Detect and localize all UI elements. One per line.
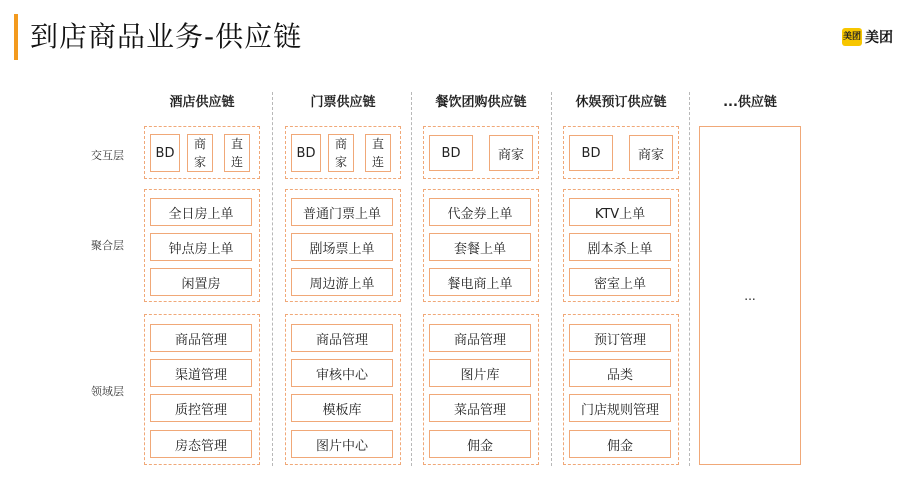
domain-box: 审核中心 xyxy=(291,359,393,387)
domain-box: 门店规则管理 xyxy=(569,394,671,422)
interaction-box: BD xyxy=(150,134,180,172)
page-title: 到店商品业务-供应链 xyxy=(30,20,303,53)
domain-box: 渠道管理 xyxy=(150,359,252,387)
aggregation-box: 套餐上单 xyxy=(429,233,531,261)
aggregation-box: 钟点房上单 xyxy=(150,233,252,261)
domain-box: 商品管理 xyxy=(291,324,393,352)
domain-box: 模板库 xyxy=(291,394,393,422)
interaction-box: 商家 xyxy=(489,135,533,171)
aggregation-box: 餐电商上单 xyxy=(429,268,531,296)
domain-box: 佣金 xyxy=(569,430,671,458)
interaction-box: BD xyxy=(569,135,613,171)
aggregation-box: 密室上单 xyxy=(569,268,671,296)
domain-box: 质控管理 xyxy=(150,394,252,422)
aggregation-box: 闲置房 xyxy=(150,268,252,296)
column-header: 餐饮团购供应链 xyxy=(435,95,527,110)
interaction-box: 商家 xyxy=(187,134,213,172)
aggregation-box: 全日房上单 xyxy=(150,198,252,226)
column-divider xyxy=(689,92,690,466)
aggregation-box: 剧场票上单 xyxy=(291,233,393,261)
interaction-box: BD xyxy=(291,134,321,172)
interaction-box: 商家 xyxy=(328,134,354,172)
column-header: 门票供应链 xyxy=(310,95,376,110)
aggregation-box: 周边游上单 xyxy=(291,268,393,296)
domain-box: 房态管理 xyxy=(150,430,252,458)
domain-box: 预订管理 xyxy=(569,324,671,352)
interaction-box: BD xyxy=(429,135,473,171)
aggregation-box: 普通门票上单 xyxy=(291,198,393,226)
meituan-logo xyxy=(842,27,893,47)
meituan-logo-text: 美团 xyxy=(865,30,893,46)
aggregation-box: 剧本杀上单 xyxy=(569,233,671,261)
domain-box: 佣金 xyxy=(429,430,531,458)
extra-column-box: ... xyxy=(699,126,801,465)
domain-box: 图片中心 xyxy=(291,430,393,458)
row-label-domain: 领域层 xyxy=(91,385,124,398)
domain-box: 商品管理 xyxy=(150,324,252,352)
domain-box: 图片库 xyxy=(429,359,531,387)
aggregation-box: 代金券上单 xyxy=(429,198,531,226)
interaction-box: 直连 xyxy=(224,134,250,172)
domain-box: 菜品管理 xyxy=(429,394,531,422)
interaction-box: 直连 xyxy=(365,134,391,172)
title-accent-bar xyxy=(14,14,18,60)
domain-box: 商品管理 xyxy=(429,324,531,352)
row-label-aggregation: 聚合层 xyxy=(91,239,124,252)
column-divider xyxy=(411,92,412,466)
meituan-logo-icon: 美团 xyxy=(842,28,862,46)
domain-box: 品类 xyxy=(569,359,671,387)
interaction-box: 商家 xyxy=(629,135,673,171)
column-header-extra: ...供应链 xyxy=(723,95,777,110)
row-label-interaction: 交互层 xyxy=(91,149,124,162)
column-divider xyxy=(272,92,273,466)
aggregation-box: KTV上单 xyxy=(569,198,671,226)
column-divider xyxy=(551,92,552,466)
column-header: 休娱预订供应链 xyxy=(575,95,667,110)
column-header: 酒店供应链 xyxy=(169,95,235,110)
